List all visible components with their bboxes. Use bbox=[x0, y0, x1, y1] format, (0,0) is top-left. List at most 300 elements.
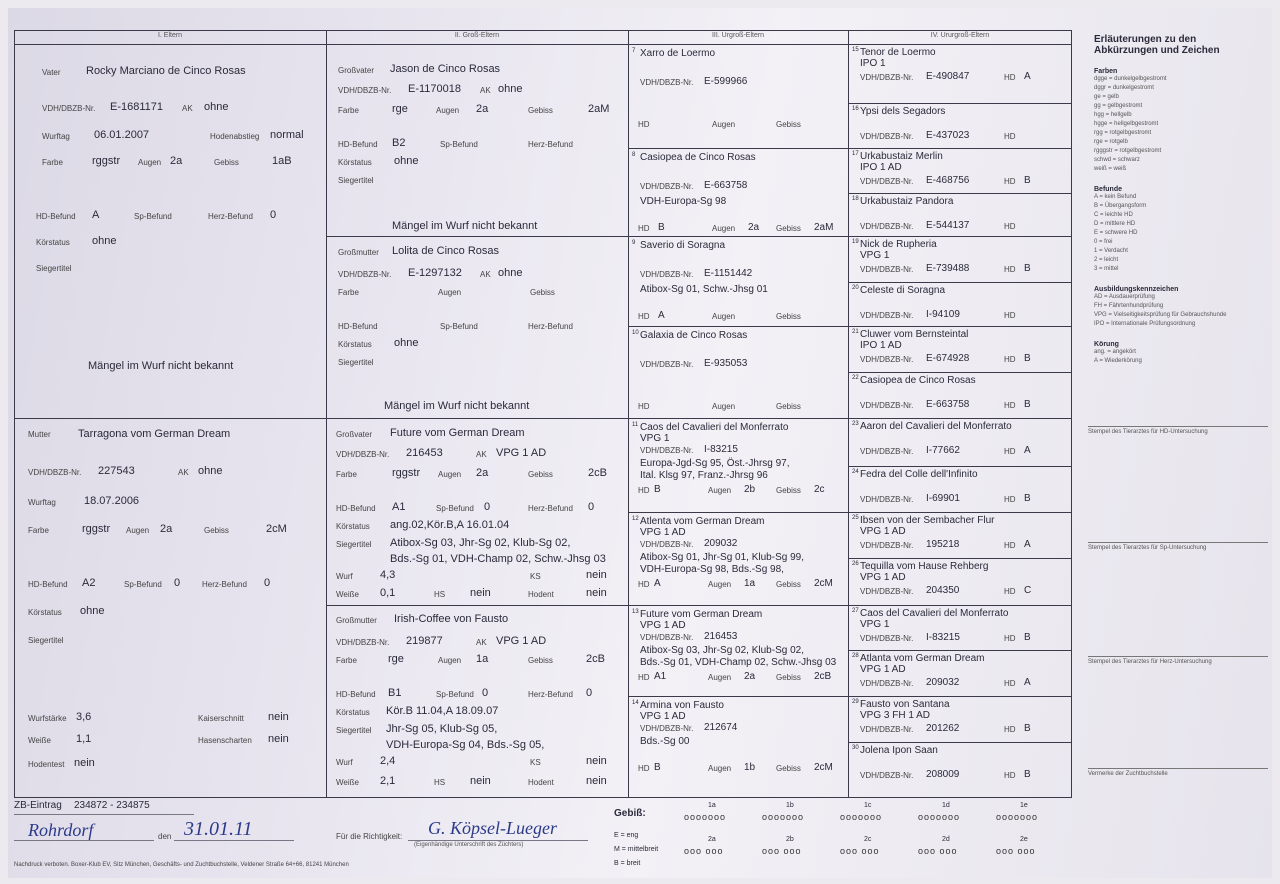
gfm-sieg-label: Siegertitel bbox=[336, 540, 372, 549]
gggp-vdh-label: VDH/DBZB-Nr. bbox=[860, 447, 914, 456]
legend-befunde: Befunde bbox=[1094, 186, 1122, 193]
gggp-vdh: 208009 bbox=[926, 769, 960, 780]
teeth-diagram-icon: ooooooo bbox=[918, 812, 961, 822]
gmp-sp-label: Sp-Befund bbox=[440, 322, 478, 331]
signature-handwritten: G. Köpsel-Lueger bbox=[428, 818, 557, 838]
legend-row: 1 = Verdacht bbox=[1094, 248, 1128, 254]
gggp-name: Tenor de Loermo bbox=[860, 47, 936, 58]
father-sieg-label: Siegertitel bbox=[36, 264, 72, 273]
gggp-name: Tequilla vom Hause Rehberg bbox=[860, 561, 989, 572]
mother-farbe-label: Farbe bbox=[28, 526, 49, 535]
gggp-vdh: 201262 bbox=[926, 723, 960, 734]
gfp-vdh-label: VDH/DBZB-Nr. bbox=[338, 86, 392, 95]
gmm-gebiss-label: Gebiss bbox=[528, 656, 553, 665]
father-ak: ohne bbox=[204, 101, 229, 113]
ggp-name: Xarro de Loermo bbox=[640, 48, 716, 59]
ggp-gebiss: 2cM bbox=[814, 578, 833, 589]
gggp-hd-label: HD bbox=[1004, 265, 1016, 274]
gggp-vdh-label: VDH/DBZB-Nr. bbox=[860, 587, 914, 596]
mother-label: Mutter bbox=[28, 430, 51, 439]
gggp-num: 28 bbox=[852, 653, 859, 659]
gfm-hodent: nein bbox=[586, 587, 607, 599]
gggp-ak: VPG 1 AD bbox=[860, 526, 906, 537]
ggp-vdh: E-599966 bbox=[704, 76, 748, 87]
mother-ak: ohne bbox=[198, 465, 223, 477]
gggp-num: 21 bbox=[852, 329, 859, 335]
gmm-koer-label: Körstatus bbox=[336, 708, 370, 717]
ggp-hd-label: HD bbox=[638, 312, 650, 321]
gfm-hd-label: HD-Befund bbox=[336, 504, 376, 513]
footer bbox=[14, 800, 614, 878]
mother-kaiser-label: Kaiserschnitt bbox=[198, 714, 244, 723]
gggp-hd-label: HD bbox=[1004, 222, 1016, 231]
gebiss-diagram-label: 2e bbox=[1020, 836, 1028, 843]
gmm-herz: 0 bbox=[586, 687, 593, 699]
gfm-gebiss: 2cB bbox=[588, 467, 607, 479]
gebiss-diagram-label: 1e bbox=[1020, 802, 1028, 809]
gfp-farbe: rge bbox=[392, 103, 408, 115]
legend-row: rgggstr = rotgelbgestromt bbox=[1094, 148, 1162, 154]
gebiss-b: B = breit bbox=[614, 860, 641, 867]
legend-row: 3 = mittel bbox=[1094, 266, 1119, 272]
father-koer-label: Körstatus bbox=[36, 238, 70, 247]
gggp-vdh-label: VDH/DBZB-Nr. bbox=[860, 265, 914, 274]
gggp-hd: B bbox=[1024, 493, 1031, 504]
gggp-vdh: E-468756 bbox=[926, 175, 970, 186]
gebiss-diagram-label: 1a bbox=[708, 802, 716, 809]
father-wurftag-label: Wurftag bbox=[42, 132, 70, 141]
gggp-vdh-label: VDH/DBZB-Nr. bbox=[860, 541, 914, 550]
mother-sp-label: Sp-Befund bbox=[124, 580, 162, 589]
gfp-augen: 2a bbox=[476, 103, 489, 115]
gfp-hd: B2 bbox=[392, 137, 406, 149]
gmp-farbe-label: Farbe bbox=[338, 288, 359, 297]
ggp-augen-label: Augen bbox=[712, 312, 736, 321]
gmp-maengel: Mängel im Wurf nicht bekannt bbox=[384, 400, 530, 412]
father-label: Vater bbox=[42, 68, 61, 77]
gfm-hs-label: HS bbox=[434, 590, 446, 599]
gmp-koer-label: Körstatus bbox=[338, 340, 372, 349]
legend-ausbildung: Ausbildungskennzeichen bbox=[1094, 286, 1179, 293]
gggp-hd-label: HD bbox=[1004, 587, 1016, 596]
imprint: Nachdruck verboten. Boxer-Klub EV, Sitz München, Geschäfts- und Zuchtbuchstelle, Veldener Straße 64+66, 81241 München bbox=[14, 862, 349, 868]
gfm-name: Future vom German Dream bbox=[390, 427, 525, 439]
ggp-hd: B bbox=[658, 222, 665, 233]
gggp-vdh-label: VDH/DBZB-Nr. bbox=[860, 355, 914, 364]
gfm-weisse-label: Weiße bbox=[336, 590, 359, 599]
father-hd: A bbox=[92, 209, 100, 221]
gggp-hd: A bbox=[1024, 539, 1031, 550]
legend-befunde-list bbox=[1094, 193, 1270, 274]
gggp-hd-label: HD bbox=[1004, 634, 1016, 643]
ggp-hd: B bbox=[654, 762, 661, 773]
gggp-num: 27 bbox=[852, 608, 859, 614]
gmp-ak: ohne bbox=[498, 267, 523, 279]
gggp-hd-label: HD bbox=[1004, 177, 1016, 186]
gmm-wurf-label: Wurf bbox=[336, 758, 353, 767]
gggp-name: Aaron del Cavalieri del Monferrato bbox=[860, 421, 1012, 432]
father-farbe-label: Farbe bbox=[42, 158, 63, 167]
ggp-hd-label: HD bbox=[638, 580, 650, 589]
gebiss-diagram-label: 1c bbox=[864, 802, 872, 809]
gfp-maengel: Mängel im Wurf nicht bekannt bbox=[392, 220, 538, 232]
gmm-ak-label: AK bbox=[476, 638, 487, 647]
gggp-vdh-label: VDH/DBZB-Nr. bbox=[860, 495, 914, 504]
legend-row: schwd = schwarz bbox=[1094, 157, 1140, 163]
legend-ausbildung-list bbox=[1094, 293, 1270, 329]
mother-weisse: 1,1 bbox=[76, 733, 92, 745]
gggp-hd-label: HD bbox=[1004, 401, 1016, 410]
gmm-augen: 1a bbox=[476, 653, 489, 665]
ggp-gebiss-label: Gebiss bbox=[776, 580, 801, 589]
teeth-diagram-icon: ooo ooo bbox=[918, 846, 958, 856]
ggp-hd-label: HD bbox=[638, 764, 650, 773]
gmm-label: Großmutter bbox=[336, 616, 377, 625]
ggp-ak: VPG 1 bbox=[640, 433, 670, 444]
legend-row: 0 = frei bbox=[1094, 239, 1113, 245]
ggp-line2: Bds.-Sg 01, VDH-Champ 02, Schw.-Jhsg 03 bbox=[640, 657, 837, 668]
gebiss-diagram-label: 2d bbox=[942, 836, 950, 843]
gggp-hd-label: HD bbox=[1004, 73, 1016, 82]
legend-row: FH = Fährtenhundprüfung bbox=[1094, 303, 1164, 309]
ggp-augen-label: Augen bbox=[712, 402, 736, 411]
father-vdh: E-1681171 bbox=[110, 101, 164, 113]
gggp-ak: VPG 3 FH 1 AD bbox=[860, 710, 931, 721]
gggp-num: 30 bbox=[852, 745, 859, 751]
gggp-ak: VPG 1 bbox=[860, 250, 890, 261]
gggp-vdh-label: VDH/DBZB-Nr. bbox=[860, 679, 914, 688]
legend-row: hgge = hellgelbgestromt bbox=[1094, 121, 1159, 127]
ggp-augen-label: Augen bbox=[708, 580, 732, 589]
gfp-sieg-label: Siegertitel bbox=[338, 176, 374, 185]
richtigkeit-label: Für die Richtigkeit: bbox=[336, 832, 403, 841]
ggp-ak: VPG 1 AD bbox=[640, 620, 686, 631]
gfm-hd: A1 bbox=[392, 501, 406, 513]
legend-row: A = Wiederkörung bbox=[1094, 358, 1142, 364]
gggp-name: Ibsen von der Sembacher Flur bbox=[860, 515, 995, 526]
ggp-name: Caos del Cavalieri del Monferrato bbox=[640, 422, 789, 433]
gggp-vdh-label: VDH/DBZB-Nr. bbox=[860, 634, 914, 643]
ggp-line1: Bds.-Sg 00 bbox=[640, 736, 690, 747]
legend-farben-list bbox=[1094, 75, 1270, 174]
ggp-num: 11 bbox=[632, 422, 639, 428]
gmm-gebiss: 2cB bbox=[586, 653, 605, 665]
ggp-vdh-label: VDH/DBZB-Nr. bbox=[640, 270, 694, 279]
gfp-name: Jason de Cinco Rosas bbox=[390, 63, 501, 75]
stamp-sp: Stempel des Tierarztes für Sp-Untersuchung bbox=[1088, 542, 1268, 551]
gggp-vdh: E-437023 bbox=[926, 130, 970, 141]
gfp-gebiss-label: Gebiss bbox=[528, 106, 553, 115]
ggp-gebiss-label: Gebiss bbox=[776, 764, 801, 773]
ggp-vdh-label: VDH/DBZB-Nr. bbox=[640, 540, 694, 549]
pedigree-document bbox=[8, 8, 1272, 878]
ggp-line2: Ital. Klsg 97, Franz.-Jhrsg 96 bbox=[640, 470, 768, 481]
gggp-vdh: 204350 bbox=[926, 585, 960, 596]
ggp-augen-label: Augen bbox=[712, 224, 736, 233]
legend-farben: Farben bbox=[1094, 68, 1118, 75]
legend-row: IPO = Internationale Prüfungsordnung bbox=[1094, 321, 1196, 327]
header-great-great-grandparents: IV. Ururgroß-Eltern bbox=[930, 32, 990, 39]
gfm-vdh-label: VDH/DBZB-Nr. bbox=[336, 450, 390, 459]
ggp-ak: VPG 1 AD bbox=[640, 527, 686, 538]
gggp-hd-label: HD bbox=[1004, 725, 1016, 734]
legend-row: A = kein Befund bbox=[1094, 194, 1137, 200]
father-herz-label: Herz-Befund bbox=[208, 212, 253, 221]
gmm-wurf: 2,4 bbox=[380, 755, 396, 767]
father-augen-label: Augen bbox=[138, 158, 162, 167]
gfp-hd-label: HD-Befund bbox=[338, 140, 378, 149]
gggp-vdh: I-77662 bbox=[926, 445, 960, 456]
gmp-name: Lolita de Cinco Rosas bbox=[392, 245, 500, 257]
teeth-diagram-icon: ooo ooo bbox=[996, 846, 1036, 856]
gggp-name: Ypsi dels Segadors bbox=[860, 106, 946, 117]
gfm-sieg2: Bds.-Sg 01, VDH-Champ 02, Schw.-Jhsg 03 bbox=[390, 553, 606, 565]
mother-sp: 0 bbox=[174, 577, 181, 589]
gfp-vdh: E-1170018 bbox=[408, 83, 462, 95]
ggp-vdh: I-83215 bbox=[704, 444, 738, 455]
teeth-diagram-icon: ooooooo bbox=[996, 812, 1039, 822]
gfp-augen-label: Augen bbox=[436, 106, 460, 115]
mother-wurftag: 18.07.2006 bbox=[84, 495, 140, 507]
father-vdh-label: VDH/DBZB-Nr. bbox=[42, 104, 96, 113]
ggp-vdh: E-663758 bbox=[704, 180, 748, 191]
gmp-vdh: E-1297132 bbox=[408, 267, 462, 279]
ggp-line2: VDH-Europa-Sg 98, Bds.-Sg 98, bbox=[640, 564, 784, 575]
legend-row: dgge = dunkelgelbgestromt bbox=[1094, 76, 1167, 82]
gggp-hd: B bbox=[1024, 399, 1031, 410]
gfm-label: Großvater bbox=[336, 430, 373, 439]
gmp-augen-label: Augen bbox=[438, 288, 462, 297]
ggp-num: 10 bbox=[632, 330, 639, 336]
gmp-herz-label: Herz-Befund bbox=[528, 322, 573, 331]
teeth-diagram-icon: ooooooo bbox=[684, 812, 727, 822]
gggp-name: Fausto von Santana bbox=[860, 699, 950, 710]
father-maengel: Mängel im Wurf nicht bekannt bbox=[88, 360, 234, 372]
mother-wurfstaerke-label: Wurfstärke bbox=[28, 714, 67, 723]
gebiss-diagram-label: 2c bbox=[864, 836, 872, 843]
gggp-vdh: E-663758 bbox=[926, 399, 970, 410]
gggp-vdh-label: VDH/DBZB-Nr. bbox=[860, 725, 914, 734]
gmm-hs: nein bbox=[470, 775, 491, 787]
gmp-hd-label: HD-Befund bbox=[338, 322, 378, 331]
gggp-num: 16 bbox=[852, 106, 859, 112]
gmm-sp: 0 bbox=[482, 687, 489, 699]
father-hd-label: HD-Befund bbox=[36, 212, 76, 221]
gmp-label: Großmutter bbox=[338, 248, 379, 257]
legend-row: weiß = weiß bbox=[1094, 166, 1127, 172]
legend-row: AD = Ausdauerprüfung bbox=[1094, 294, 1155, 300]
gfm-sp: 0 bbox=[484, 501, 491, 513]
ggp-vdh-label: VDH/DBZB-Nr. bbox=[640, 78, 694, 87]
mother-sieg-label: Siegertitel bbox=[28, 636, 64, 645]
gfp-sp-label: Sp-Befund bbox=[440, 140, 478, 149]
gggp-vdh: I-94109 bbox=[926, 309, 960, 320]
ggp-augen: 2a bbox=[744, 671, 756, 682]
gmm-hd: B1 bbox=[388, 687, 402, 699]
mother-name: Tarragona vom German Dream bbox=[78, 428, 231, 440]
ggp-line1: VDH-Europa-Sg 98 bbox=[640, 196, 727, 207]
mother-hasen: nein bbox=[268, 733, 289, 745]
ggp-num: 7 bbox=[632, 48, 636, 54]
legend-row: ge = gelb bbox=[1094, 94, 1119, 100]
gfm-farbe: rggstr bbox=[392, 467, 421, 479]
gmm-vdh-label: VDH/DBZB-Nr. bbox=[336, 638, 390, 647]
gggp-vdh: 195218 bbox=[926, 539, 960, 550]
father-name: Rocky Marciano de Cinco Rosas bbox=[86, 65, 246, 77]
legend-row: dggr = dunkelgestromt bbox=[1094, 85, 1154, 91]
gggp-num: 24 bbox=[852, 469, 859, 475]
gggp-name: Urkabustaiz Merlin bbox=[860, 151, 943, 162]
gfm-wurf-label: Wurf bbox=[336, 572, 353, 581]
gfp-koer-label: Körstatus bbox=[338, 158, 372, 167]
legend bbox=[1094, 34, 1270, 366]
gebiss-label: Gebiß: bbox=[614, 808, 646, 819]
mother-wurftag-label: Wurftag bbox=[28, 498, 56, 507]
gggp-ak: VPG 1 AD bbox=[860, 572, 906, 583]
ggp-line1: Atibox-Sg 03, Jhr-Sg 02, Klub-Sg 02, bbox=[640, 645, 804, 656]
gggp-ak: VPG 1 AD bbox=[860, 664, 906, 675]
header-grandparents: II. Groß-Eltern bbox=[454, 32, 500, 39]
teeth-diagram-icon: ooooooo bbox=[840, 812, 883, 822]
teeth-diagram-icon: ooo ooo bbox=[762, 846, 802, 856]
gggp-vdh-label: VDH/DBZB-Nr. bbox=[860, 771, 914, 780]
gfm-sp-label: Sp-Befund bbox=[436, 504, 474, 513]
legend-row: gg = gelbgestromt bbox=[1094, 103, 1143, 109]
gmm-hd-label: HD-Befund bbox=[336, 690, 376, 699]
signature-caption: (Eigenhändige Unterschrift des Züchters) bbox=[414, 842, 524, 848]
mother-weisse-label: Weiße bbox=[28, 736, 51, 745]
gggp-name: Atlanta vom German Dream bbox=[860, 653, 985, 664]
ggp-hd: B bbox=[654, 484, 661, 495]
gggp-hd: A bbox=[1024, 71, 1031, 82]
ggp-vdh-label: VDH/DBZB-Nr. bbox=[640, 182, 694, 191]
gggp-vdh-label: VDH/DBZB-Nr. bbox=[860, 73, 914, 82]
gggp-ak: IPO 1 bbox=[860, 58, 886, 69]
gfm-herz: 0 bbox=[588, 501, 595, 513]
ggp-hd-label: HD bbox=[638, 402, 650, 411]
ggp-name: Saverio di Soragna bbox=[640, 240, 726, 251]
gfm-ks: nein bbox=[586, 569, 607, 581]
gfm-koer: ang.02,Kör.B,A 16.01.04 bbox=[390, 519, 510, 531]
gfp-koer: ohne bbox=[394, 155, 419, 167]
ggp-vdh: E-935053 bbox=[704, 358, 748, 369]
gmm-hodent: nein bbox=[586, 775, 607, 787]
teeth-diagram-icon: ooo ooo bbox=[840, 846, 880, 856]
ggp-ak: VPG 1 AD bbox=[640, 711, 686, 722]
ggp-name: Galaxia de Cinco Rosas bbox=[640, 330, 748, 341]
ggp-augen: 2b bbox=[744, 484, 756, 495]
gfm-herz-label: Herz-Befund bbox=[528, 504, 573, 513]
ggp-gebiss-label: Gebiss bbox=[776, 673, 801, 682]
gggp-name: Fedra del Colle dell'Infinito bbox=[860, 469, 978, 480]
gggp-hd-label: HD bbox=[1004, 355, 1016, 364]
gggp-hd: A bbox=[1024, 445, 1031, 456]
gggp-vdh-label: VDH/DBZB-Nr. bbox=[860, 311, 914, 320]
gggp-vdh-label: VDH/DBZB-Nr. bbox=[860, 177, 914, 186]
father-gebiss: 1aB bbox=[272, 155, 292, 167]
gggp-num: 19 bbox=[852, 239, 859, 245]
gfm-hs: nein bbox=[470, 587, 491, 599]
gggp-hd: A bbox=[1024, 677, 1031, 688]
legend-row: B = Übergangsform bbox=[1094, 203, 1147, 209]
legend-row: hgg = hellgelb bbox=[1094, 112, 1132, 118]
gmm-hs-label: HS bbox=[434, 778, 446, 787]
ggp-num: 9 bbox=[632, 240, 636, 246]
father-augen: 2a bbox=[170, 155, 183, 167]
mother-farbe: rggstr bbox=[82, 523, 111, 535]
pedigree-grid bbox=[14, 30, 1072, 798]
gggp-vdh: E-739488 bbox=[926, 263, 970, 274]
father-wurftag: 06.01.2007 bbox=[94, 129, 150, 141]
gggp-hd: B bbox=[1024, 175, 1031, 186]
gmm-name: Irish-Coffee von Fausto bbox=[394, 613, 509, 625]
gmp-ak-label: AK bbox=[480, 270, 491, 279]
gggp-vdh-label: VDH/DBZB-Nr. bbox=[860, 222, 914, 231]
header-great-grandparents: III. Urgroß-Eltern bbox=[711, 32, 765, 39]
gggp-vdh-label: VDH/DBZB-Nr. bbox=[860, 401, 914, 410]
ggp-augen-label: Augen bbox=[708, 764, 732, 773]
mother-hodentest-label: Hodentest bbox=[28, 760, 65, 769]
ggp-gebiss-label: Gebiss bbox=[776, 402, 801, 411]
gebiss-chart bbox=[614, 802, 1072, 878]
gfm-augen-label: Augen bbox=[438, 470, 462, 479]
gfm-sieg1: Atibox-Sg 03, Jhr-Sg 02, Klub-Sg 02, bbox=[390, 537, 571, 549]
gggp-vdh-label: VDH/DBZB-Nr. bbox=[860, 132, 914, 141]
legend-row: rgg = rotgelbgestromt bbox=[1094, 130, 1152, 136]
gfm-gebiss-label: Gebiss bbox=[528, 470, 553, 479]
legend-row: ang. = angekört bbox=[1094, 349, 1136, 355]
ggp-num: 12 bbox=[632, 516, 639, 522]
ggp-hd-label: HD bbox=[638, 120, 650, 129]
mother-vdh-label: VDH/DBZB-Nr. bbox=[28, 468, 82, 477]
ggp-augen: 1b bbox=[744, 762, 756, 773]
gmm-farbe-label: Farbe bbox=[336, 656, 357, 665]
ggp-gebiss: 2cM bbox=[814, 762, 833, 773]
gggp-hd: B bbox=[1024, 353, 1031, 364]
gfm-vdh: 216453 bbox=[406, 447, 443, 459]
ggp-line1: Europa-Jgd-Sg 95, Öst.-Jhrsg 97, bbox=[640, 458, 790, 469]
gggp-ak: IPO 1 AD bbox=[860, 162, 902, 173]
ggp-vdh-label: VDH/DBZB-Nr. bbox=[640, 724, 694, 733]
gfp-herz-label: Herz-Befund bbox=[528, 140, 573, 149]
ggp-augen-label: Augen bbox=[708, 486, 732, 495]
gggp-hd: C bbox=[1024, 585, 1032, 596]
ggp-vdh: 216453 bbox=[704, 631, 738, 642]
mother-hd: A2 bbox=[82, 577, 96, 589]
gfp-farbe-label: Farbe bbox=[338, 106, 359, 115]
gmm-augen-label: Augen bbox=[438, 656, 462, 665]
stamp-herz: Stempel des Tierarztes für Herz-Untersuchung bbox=[1088, 656, 1268, 665]
gmm-weisse: 2,1 bbox=[380, 775, 396, 787]
ggp-name: Armina von Fausto bbox=[640, 700, 724, 711]
ggp-vdh: E-1151442 bbox=[704, 268, 753, 279]
gggp-hd-label: HD bbox=[1004, 311, 1016, 320]
mother-vdh: 227543 bbox=[98, 465, 135, 477]
gfp-label: Großvater bbox=[338, 66, 375, 75]
header-parents: I. Eltern bbox=[157, 32, 183, 39]
gmm-vdh: 219877 bbox=[406, 635, 443, 647]
ggp-gebiss: 2aM bbox=[814, 222, 834, 233]
gggp-vdh: 209032 bbox=[926, 677, 960, 688]
gmm-hodent-label: Hodent bbox=[528, 778, 554, 787]
gmm-koer: Kör.B 11.04,A 18.09.07 bbox=[386, 705, 499, 717]
legend-koerung: Körung bbox=[1094, 341, 1119, 348]
gmm-farbe: rge bbox=[388, 653, 404, 665]
gggp-num: 18 bbox=[852, 196, 859, 202]
mother-herz: 0 bbox=[264, 577, 271, 589]
den-label: den bbox=[158, 832, 172, 841]
gggp-name: Urkabustaiz Pandora bbox=[860, 196, 954, 207]
